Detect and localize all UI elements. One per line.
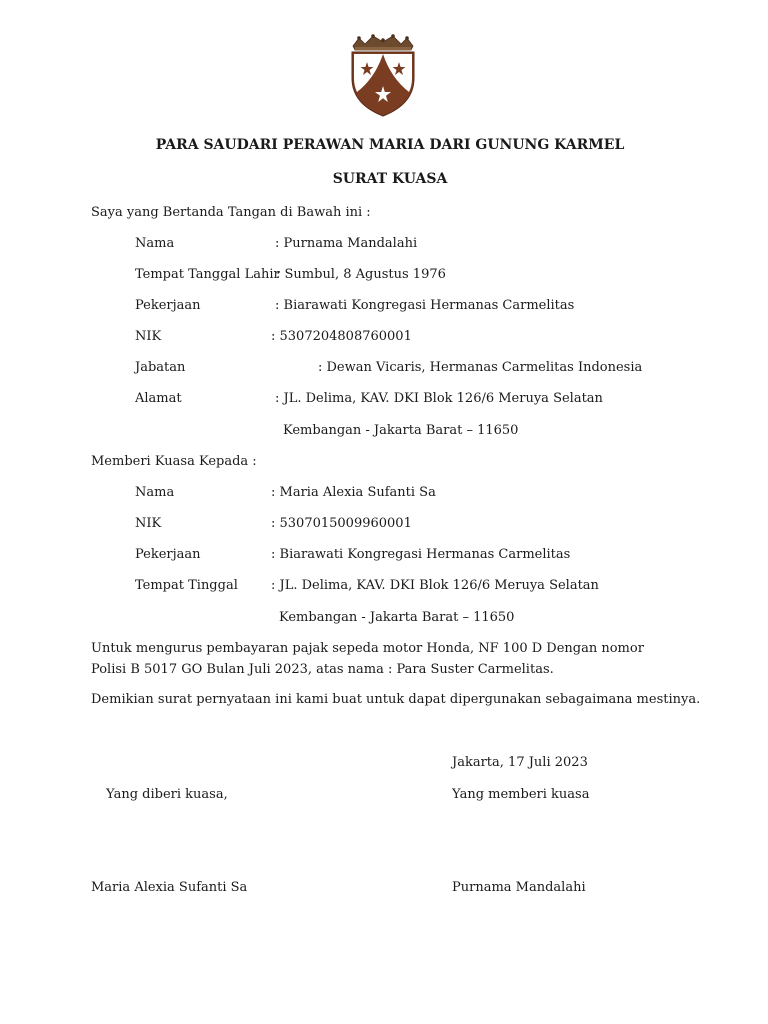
grantor-nik-value: : 5307204808760001 — [271, 329, 412, 344]
grantor-intro: Saya yang Bertanda Tangan di Bawah ini : — [91, 205, 371, 220]
grantor-signature-name: Purnama Mandalahi — [452, 880, 586, 895]
purpose-paragraph: Untuk mengurus pembayaran pajak sepeda motor Honda, NF 100 D Dengan nomor Polisi B 5017 GO Bulan Juli 2023, atas nama : Para Suster Carmelitas. — [91, 641, 644, 677]
grantor-address-label: Alamat — [135, 391, 182, 406]
document-title: SURAT KUASA — [332, 171, 448, 187]
grantee-job-label: Pekerjaan — [135, 547, 201, 562]
grantee-role: Yang diberi kuasa, — [106, 787, 228, 802]
grantor-job-label: Pekerjaan — [135, 298, 201, 313]
grantee-residence-label: Tempat Tinggal — [135, 578, 238, 593]
grantor-address-line2: Kembangan - Jakarta Barat – 11650 — [283, 423, 519, 438]
grantor-nik-label: NIK — [135, 329, 162, 344]
grantee-signature-name: Maria Alexia Sufanti Sa — [91, 880, 248, 895]
grantee-residence-line2: Kembangan - Jakarta Barat – 11650 — [279, 610, 515, 625]
grantor-name-value: : Purnama Mandalahi — [275, 236, 418, 251]
grantor-position-value: : Dewan Vicaris, Hermanas Carmelitas Indonesia — [318, 360, 643, 375]
grantor-name-label: Nama — [135, 236, 175, 251]
grantor-address-value: : JL. Delima, KAV. DKI Blok 126/6 Meruya Selatan — [275, 391, 603, 406]
grantee-residence-value: : JL. Delima, KAV. DKI Blok 126/6 Meruya Selatan — [271, 578, 599, 593]
grantee-job-value: : Biarawati Kongregasi Hermanas Carmelitas — [271, 547, 571, 562]
grantor-job-value: : Biarawati Kongregasi Hermanas Carmelitas — [275, 298, 575, 313]
grantor-position-label: Jabatan — [135, 360, 186, 375]
organization-title: PARA SAUDARI PERAWAN MARIA DARI GUNUNG KARMEL — [155, 137, 625, 153]
crown-icon — [353, 34, 413, 50]
closing-paragraph: Demikian surat pernyataan ini kami buat untuk dapat dipergunakan sebagaimana mestinya. — [91, 692, 701, 707]
grantee-name-value: : Maria Alexia Sufanti Sa — [271, 485, 436, 500]
grantee-intro: Memberi Kuasa Kepada : — [91, 454, 257, 469]
place-date: Jakarta, 17 Juli 2023 — [452, 755, 588, 770]
grantee-nik-label: NIK — [135, 516, 162, 531]
grantor-role: Yang memberi kuasa — [452, 787, 590, 802]
grantor-birth-value: : Sumbul, 8 Agustus 1976 — [276, 267, 446, 282]
grantor-birth-label: Tempat Tanggal Lahir — [135, 267, 280, 282]
grantee-name-label: Nama — [135, 485, 175, 500]
carmelite-coat-of-arms-icon — [345, 34, 421, 118]
grantee-nik-value: : 5307015009960001 — [271, 516, 412, 531]
